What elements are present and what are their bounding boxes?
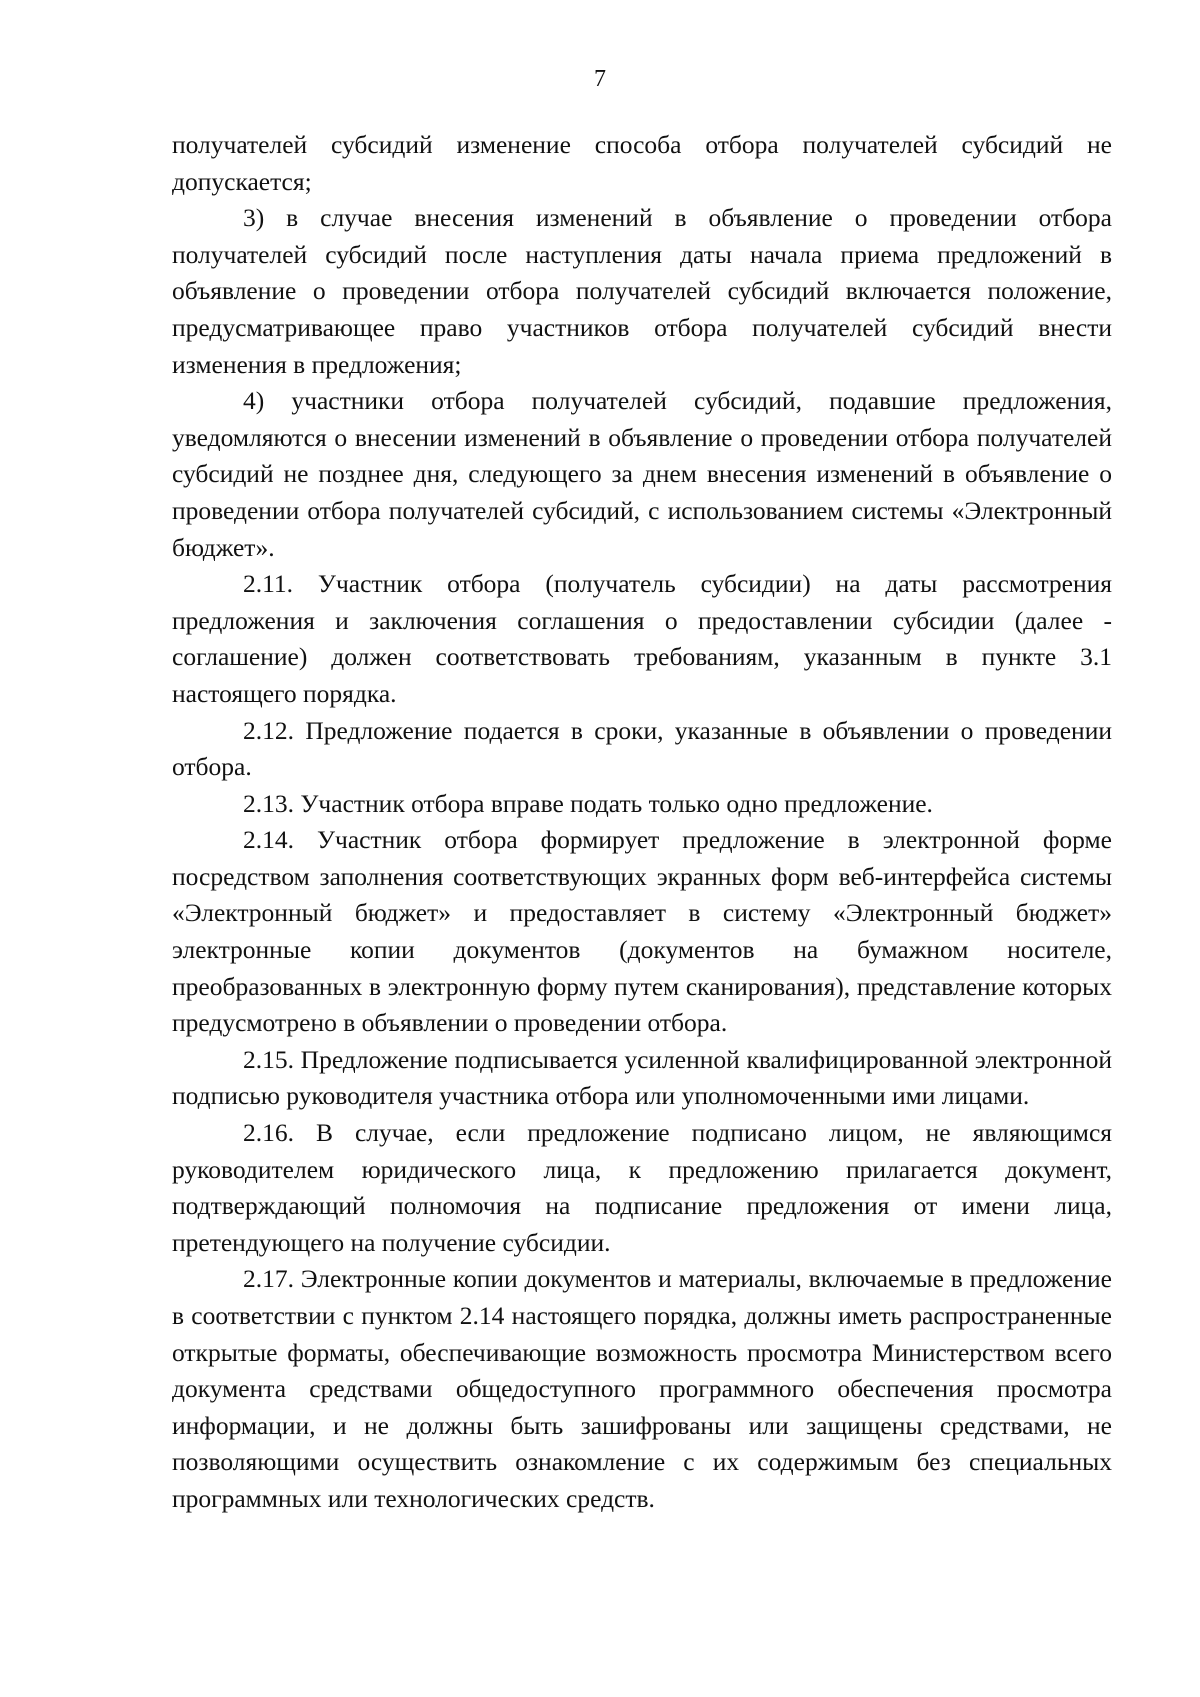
paragraph-2-14: 2.14. Участник отбора формирует предложение в электронной форме посредством заполнения соответствующих экранных форм веб-интерфейса системы «Электронный бюджет» и предоставляет в систему «Электронный бюджет» электронные копии документов (документов на бумажном носителе, преобразованных в электронную форму путем сканирования), представление которых предусмотрено в объявлении о проведении отбора. xyxy=(172,825,1112,1038)
paragraph-2-13: 2.13. Участник отбора вправе подать только одно предложение. xyxy=(243,788,933,818)
paragraph-continuation: получателей субсидий изменение способа отбора получателей субсидий не допускается; xyxy=(172,130,1112,196)
paragraph-2-17: 2.17. Электронные копии документов и материалы, включаемые в предложение в соответствии с пунктом 2.14 настоящего порядка, должны иметь распространенные открытые форматы, обеспечивающие возможность просмотра Министерством всего документа средствами общедоступного программного обеспечения просмотра информации, и не должны быть зашифрованы или защищены средствами, не позволяющими осуществить ознакомление с их содержимым без специальных программных или технологических средств. xyxy=(172,1264,1112,1513)
page-number: 7 xyxy=(594,66,606,92)
paragraph-2-12: 2.12. Предложение подается в сроки, указанные в объявлении о проведении отбора. xyxy=(172,715,1112,782)
paragraph-item-3: 3) в случае внесения изменений в объявление о проведении отбора получателей субсидий после наступления даты начала приема предложений в объявление о проведении отбора получателей субсидий включается положение, предусматривающее право участников отбора получателей субсидий внести изменения в предложения; xyxy=(172,203,1112,379)
paragraph-item-4: 4) участники отбора получателей субсидий, подавшие предложения, уведомляются о внесении изменений в объявление о проведении отбора получателей субсидий не позднее дня, следующего за днем внесения изменений в объявление о проведении отбора получателей субсидий, с использованием системы «Электронный бюджет». xyxy=(172,386,1112,562)
paragraph-2-16: 2.16. В случае, если предложение подписано лицом, не являющимся руководителем юридического лица, к предложению прилагается документ, подтверждающий полномочия на подписание предложения от имени лица, претендующего на получение субсидии. xyxy=(172,1118,1112,1257)
document-body xyxy=(172,127,1112,1518)
paragraph-2-11: 2.11. Участник отбора (получатель субсидии) на даты рассмотрения предложения и заключения соглашения о предоставлении субсидии (далее - соглашение) должен соответствовать требованиям, указанным в пункте 3.1 настоящего порядка. xyxy=(172,569,1112,708)
paragraph-2-15: 2.15. Предложение подписывается усиленной квалифицированной электронной подписью руководителя участника отбора или уполномоченными ими лицами. xyxy=(172,1044,1112,1111)
